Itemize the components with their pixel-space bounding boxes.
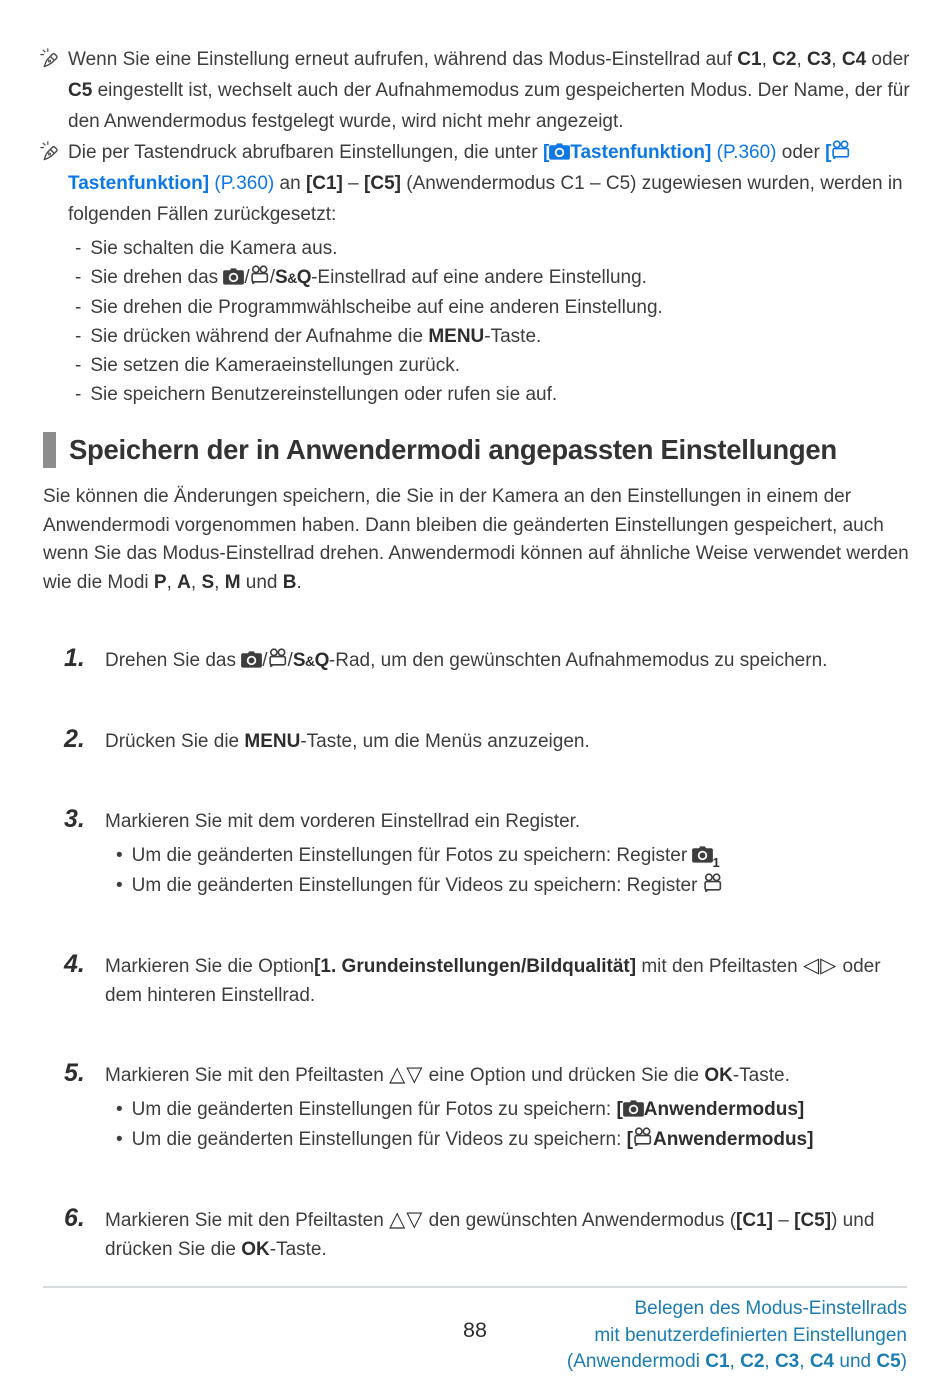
step-item xyxy=(64,1058,910,1155)
step-item xyxy=(64,724,910,756)
text-segment: oder dem hinteren Einstellrad. xyxy=(105,956,881,1006)
text-segment: B xyxy=(282,571,297,593)
text-segment: [1. Grundeinstellungen/Bildqualität] xyxy=(314,956,637,977)
pad-left-right-icon: ◁▷ xyxy=(802,954,838,977)
text-segment: -Rad, um den gewünschten Aufnahmemodus zu speichern. xyxy=(328,650,828,671)
dash-marker: - xyxy=(75,238,82,259)
text-segment: -Taste. xyxy=(484,326,542,347)
step-body xyxy=(105,643,910,676)
step-item xyxy=(64,804,910,901)
note-pen-icon xyxy=(40,141,60,161)
text-segment: ) xyxy=(900,1351,907,1372)
movie-camera-icon xyxy=(250,265,270,285)
text-segment: C1 xyxy=(705,1351,730,1372)
note-text xyxy=(68,49,910,132)
text-segment: Um die geänderten Einstellungen für Videos zu speichern: Register xyxy=(131,875,703,896)
bullet-marker: • xyxy=(116,1099,123,1120)
bullet-item xyxy=(116,841,910,871)
step-body xyxy=(105,1058,910,1155)
step-number: 3. xyxy=(64,805,85,833)
text-segment: C3 xyxy=(807,49,832,70)
text-segment: – xyxy=(773,1210,795,1231)
step-number: 2. xyxy=(64,725,85,753)
footer-line xyxy=(567,1323,907,1350)
section-heading xyxy=(43,432,910,468)
bullet-text xyxy=(132,1125,814,1155)
text-segment: C2 xyxy=(740,1351,765,1372)
cross-reference-link[interactable]: [ xyxy=(825,142,832,163)
bullet-marker: • xyxy=(116,845,123,866)
movie-camera-icon xyxy=(831,140,851,160)
step-number: 1. xyxy=(64,644,85,672)
movie-camera-icon xyxy=(633,1127,653,1147)
text-segment: S xyxy=(201,571,215,593)
bullet-text xyxy=(132,1095,805,1125)
text-segment: Um die geänderten Einstellungen für Fotos zu speichern: xyxy=(131,1099,617,1120)
list-item-text xyxy=(90,293,662,322)
text-segment: (Anwendermodi xyxy=(566,1351,706,1372)
list-item-text xyxy=(90,351,460,380)
cross-reference-link[interactable]: Tastenfunktion] xyxy=(570,142,712,163)
page-number: 88 xyxy=(463,1318,487,1342)
text-segment: eine Option und drücken Sie die xyxy=(423,1065,705,1086)
text-segment: Sie schalten die Kamera aus. xyxy=(90,238,338,259)
step-bullets xyxy=(105,1095,910,1155)
text-segment: Wenn Sie eine Einstellung erneut aufrufen, während das Modus-Einstellrad auf xyxy=(68,49,738,70)
step-body xyxy=(105,1203,910,1264)
notes-section xyxy=(43,44,910,230)
list-item-text xyxy=(90,263,647,293)
bullet-item xyxy=(116,1125,910,1155)
sq-mode-icon: S&Q xyxy=(274,267,312,288)
text-segment: , xyxy=(799,1351,810,1372)
text-segment: , xyxy=(214,571,225,593)
movie-camera-icon xyxy=(703,873,723,893)
note-item xyxy=(43,44,910,137)
list-item-text xyxy=(90,380,557,409)
step-bullets xyxy=(105,841,910,901)
text-segment: Markieren Sie mit dem vorderen Einstellrad ein Register. xyxy=(105,811,581,832)
note-item xyxy=(43,137,910,230)
page-footer xyxy=(43,1286,907,1372)
text-segment: C5 xyxy=(876,1351,901,1372)
cross-reference-link[interactable]: (P.360) xyxy=(214,173,275,194)
list-item xyxy=(75,234,910,263)
cross-reference-link[interactable]: Tastenfunktion] xyxy=(68,173,210,194)
text-segment: ) und drücken Sie die xyxy=(105,1210,875,1260)
text-segment: , xyxy=(729,1351,741,1372)
text-segment: [C1] xyxy=(305,173,343,194)
bullet-text xyxy=(132,841,720,871)
text-segment: und xyxy=(240,571,283,593)
dash-marker: - xyxy=(75,297,82,318)
text-segment: Sie setzen die Kameraeinstellungen zurück. xyxy=(90,355,460,376)
cross-reference-link[interactable]: [ xyxy=(542,142,550,163)
step-body xyxy=(105,804,910,901)
text-segment: P xyxy=(153,571,167,593)
list-item xyxy=(75,380,910,409)
movie-camera-icon xyxy=(268,648,288,668)
text-segment: Drehen Sie das xyxy=(105,650,242,671)
dash-marker: - xyxy=(75,326,82,347)
text-segment: Belegen des Modus-Einstellrads xyxy=(634,1298,907,1319)
text-segment: den gewünschten Anwendermodus ( xyxy=(423,1210,737,1231)
text-segment: eingestellt ist, wechselt auch der Aufnahmemodus zum gespeicherten Modus. Der Name, der für den Anwendermodus festgelegt wurde, wird nicht mehr angezeigt. xyxy=(68,80,910,132)
text-segment: [C5] xyxy=(794,1210,832,1231)
step-number: 5. xyxy=(64,1059,85,1087)
step-number: 4. xyxy=(64,950,85,978)
text-segment: , xyxy=(190,571,202,593)
text-segment: Um die geänderten Einstellungen für Fotos zu speichern: Register xyxy=(131,845,693,866)
reset-conditions-list xyxy=(75,234,910,409)
text-segment: C2 xyxy=(772,49,797,70)
pad-up-down-icon: △▽ xyxy=(389,1063,424,1086)
camera-icon xyxy=(549,143,570,160)
text-segment: MENU xyxy=(428,326,485,347)
text-segment: Markieren Sie mit den Pfeiltasten xyxy=(105,1210,390,1231)
step-text xyxy=(105,727,910,756)
camera-icon xyxy=(241,651,262,668)
step-body xyxy=(105,949,910,1010)
text-segment: / xyxy=(262,650,268,671)
text-segment: Anwendermodus] xyxy=(653,1129,814,1150)
list-item-text xyxy=(90,234,337,263)
text-segment: Die per Tastendruck abrufbaren Einstellungen, die unter xyxy=(68,142,543,163)
heading-accent-bar xyxy=(43,432,56,468)
text-segment: , xyxy=(764,1351,775,1372)
text-segment: (Anwendermodus C1 – C5) zugewiesen wurden, werden in folgenden Fällen zurückgesetzt: xyxy=(68,173,903,225)
step-number: 6. xyxy=(64,1204,85,1232)
cross-reference-link[interactable]: (P.360) xyxy=(716,142,777,163)
bullet-item xyxy=(116,871,910,901)
text-segment: [C1] xyxy=(736,1210,773,1231)
text-segment: und xyxy=(834,1351,877,1372)
text-segment: C4 xyxy=(841,49,867,70)
text-segment: -Taste. xyxy=(269,1239,327,1260)
text-segment: Sie drehen das xyxy=(90,267,224,288)
dash-marker: - xyxy=(75,384,82,405)
text-segment: , xyxy=(166,571,178,593)
intro-paragraph xyxy=(43,483,910,597)
list-item xyxy=(75,293,910,322)
sq-mode-icon: S&Q xyxy=(292,650,329,671)
text-segment: , xyxy=(831,49,842,70)
text-segment: / xyxy=(287,650,293,671)
step-text xyxy=(105,807,910,836)
text-segment: -Einstellrad auf eine andere Einstellung. xyxy=(311,267,647,288)
text-segment: , xyxy=(796,49,807,70)
text-segment: [C5] xyxy=(364,173,401,194)
text-segment: OK xyxy=(704,1065,733,1086)
footer-line xyxy=(567,1296,907,1323)
text-segment: Sie speichern Benutzereinstellungen oder rufen sie auf. xyxy=(90,384,558,405)
step-text xyxy=(105,1206,910,1264)
pad-up-down-icon: △▽ xyxy=(389,1208,424,1231)
bullet-marker: • xyxy=(116,875,123,896)
text-segment: – xyxy=(342,173,365,194)
text-segment: mit den Pfeiltasten xyxy=(636,956,803,977)
text-segment: Markieren Sie mit den Pfeiltasten xyxy=(105,1065,390,1086)
text-segment: / xyxy=(269,267,275,288)
step-text xyxy=(105,1061,910,1090)
bullet-text xyxy=(132,871,723,901)
text-segment: C3 xyxy=(774,1351,800,1372)
text-segment: MENU xyxy=(244,731,301,752)
text-segment: Drücken Sie die xyxy=(105,731,245,752)
text-segment: C1 xyxy=(737,49,762,70)
text-segment: oder xyxy=(866,49,910,70)
text-segment: C5 xyxy=(68,80,93,101)
camera1-tab-icon: 1 xyxy=(692,846,719,863)
text-segment: OK xyxy=(241,1239,270,1260)
bullet-item xyxy=(116,1095,910,1125)
step-item xyxy=(64,643,910,676)
text-segment: A xyxy=(177,571,191,593)
text-segment: [ xyxy=(616,1099,623,1120)
text-segment: Sie drücken während der Aufnahme die xyxy=(90,326,429,347)
text-segment: Sie drehen die Programmwählscheibe auf eine anderen Einstellung. xyxy=(90,297,663,318)
list-item-text xyxy=(90,322,541,351)
text-segment: [ xyxy=(626,1129,633,1150)
camera-icon xyxy=(223,268,244,285)
section-title: Speichern der in Anwendermodi angepassten Einstellungen xyxy=(69,434,837,465)
dash-marker: - xyxy=(75,355,82,376)
text-segment: Um die geänderten Einstellungen für Videos zu speichern: xyxy=(131,1129,627,1150)
footer-breadcrumb xyxy=(567,1296,907,1376)
text-segment: mit benutzerdefinierten Einstellungen xyxy=(594,1324,907,1346)
text-segment: . xyxy=(296,571,302,593)
step-text xyxy=(105,646,910,676)
text-segment: oder xyxy=(776,142,826,163)
step-item xyxy=(64,949,910,1010)
bullet-marker: • xyxy=(116,1129,123,1150)
text-segment: C4 xyxy=(809,1351,835,1372)
text-segment: Anwendermodus] xyxy=(643,1099,805,1120)
text-segment: M xyxy=(224,571,241,593)
note-text xyxy=(68,142,903,225)
camera-icon xyxy=(623,1100,644,1117)
step-text xyxy=(105,952,910,1010)
note-pen-icon xyxy=(40,48,60,68)
text-segment: , xyxy=(761,49,773,70)
text-segment: Markieren Sie die Option xyxy=(105,956,315,977)
list-item xyxy=(75,351,910,380)
footer-line xyxy=(567,1349,907,1376)
step-body xyxy=(105,724,910,756)
list-item xyxy=(75,263,910,293)
text-segment: -Taste, um die Menüs anzuzeigen. xyxy=(300,731,590,752)
text-segment: / xyxy=(244,267,250,288)
text-segment: -Taste. xyxy=(732,1065,790,1086)
dash-marker: - xyxy=(75,267,82,288)
text-segment: an xyxy=(274,173,306,194)
text-segment: Sie können die Änderungen speichern, die Sie in der Kamera an den Einstellungen in einem der Anwendermodi vorgenommen haben. Dann bleiben die geänderten Einstellungen gespeichert, auch wenn Sie das Modus-Einstellrad drehen. Anwendermodi können auf ähnliche Weise verwendet werden wie die Modi xyxy=(43,486,909,593)
steps-list xyxy=(64,643,910,1264)
step-item xyxy=(64,1203,910,1264)
list-item xyxy=(75,322,910,351)
